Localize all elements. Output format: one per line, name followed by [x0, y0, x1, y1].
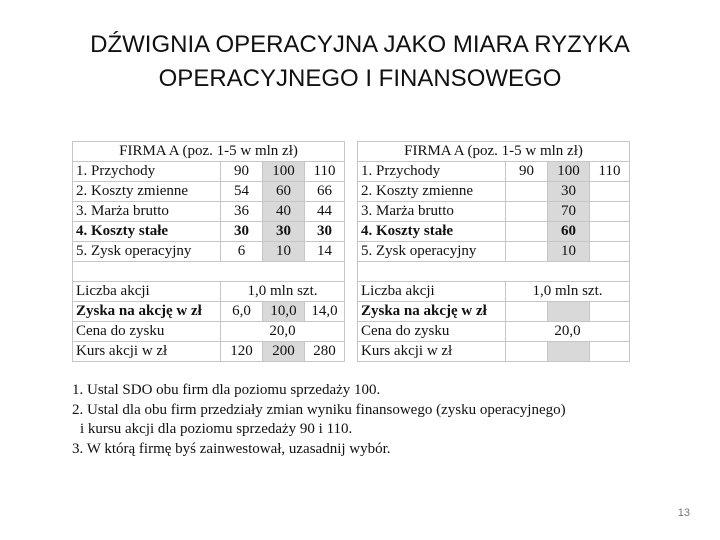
blank-row: [73, 262, 345, 282]
table-row: [358, 342, 630, 362]
row-label: 1. Przychody: [73, 162, 221, 182]
row-label: 2. Koszty zmienne: [73, 182, 221, 202]
cell-value: 36: [221, 202, 263, 222]
row-label: 5. Zysk operacyjny: [358, 242, 506, 262]
cell-value: 14: [305, 242, 345, 262]
table-row: [73, 302, 345, 322]
cell-value: 30: [263, 222, 305, 242]
title-line-2: OPERACYJNEGO I FINANSOWEGO: [158, 65, 562, 92]
shares-label: Liczba akcji: [358, 282, 506, 302]
cell-value: 70: [548, 202, 590, 222]
row-label: 2. Koszty zmienne: [358, 182, 506, 202]
cell-value: 110: [590, 162, 630, 182]
eps-label: Zyska na akcję w zł: [73, 302, 221, 322]
task-3: 3. W którą firmę byś zainwestował, uzasadnij wybór.: [72, 440, 391, 457]
title-line-1: DŹWIGNIA OPERACYJNA JAKO MIARA RYZYKA: [90, 31, 630, 58]
table-row: [73, 202, 345, 222]
cell-value: 30: [305, 222, 345, 242]
price-value: 120: [221, 342, 263, 362]
row-label: 4. Koszty stałe: [358, 222, 506, 242]
eps-value: 6,0: [221, 302, 263, 322]
cell-value: [590, 222, 630, 242]
page-number: 13: [677, 507, 690, 519]
table-row: [73, 242, 345, 262]
cell-value: 6: [221, 242, 263, 262]
cell-value: [506, 242, 548, 262]
cell-value: [506, 222, 548, 242]
eps-value-empty: [590, 302, 630, 322]
shares-value: 1,0 mln szt.: [221, 282, 345, 302]
price-value: 280: [305, 342, 345, 362]
eps-value: 10,0: [263, 302, 305, 322]
price-value-empty: [590, 342, 630, 362]
cell-value: 10: [263, 242, 305, 262]
row-label: 4. Koszty stałe: [73, 222, 221, 242]
table-row: [73, 182, 345, 202]
cell-value: [590, 202, 630, 222]
cell-value: 60: [548, 222, 590, 242]
price-label: Kurs akcji w zł: [358, 342, 506, 362]
blank-row: [358, 262, 630, 282]
cell-value: 44: [305, 202, 345, 222]
slide-title: [0, 28, 720, 96]
eps-value-empty: [548, 302, 590, 322]
pe-value: 20,0: [221, 322, 345, 342]
eps-value: 14,0: [305, 302, 345, 322]
row-label: 3. Marża brutto: [358, 202, 506, 222]
task-2-continuation: i kursu akcji dla poziomu sprzedaży 90 i 110.: [80, 421, 353, 437]
shares-label: Liczba akcji: [73, 282, 221, 302]
pe-label: Cena do zysku: [73, 322, 221, 342]
table-row: [358, 282, 630, 302]
cell-value: [590, 242, 630, 262]
task-1: 1. Ustal SDO obu firm dla poziomu sprzedaży 100.: [72, 382, 381, 398]
shares-value: 1,0 mln szt.: [506, 282, 630, 302]
table-row: [73, 222, 345, 242]
price-value-empty: [548, 342, 590, 362]
cell-value: 66: [305, 182, 345, 202]
task-2: 2. Ustal dla obu firm przedziały zmian wyniku finansowego (zysku operacyjnego): [72, 401, 566, 418]
table-a-header: FIRMA A (poz. 1-5 w mln zł): [73, 142, 345, 162]
cell-value: 54: [221, 182, 263, 202]
cell-value: 10: [548, 242, 590, 262]
cell-value: 100: [263, 162, 305, 182]
cell-value: 90: [221, 162, 263, 182]
cell-value: 40: [263, 202, 305, 222]
row-label: 5. Zysk operacyjny: [73, 242, 221, 262]
table-row: [358, 242, 630, 262]
pe-label: Cena do zysku: [358, 322, 506, 342]
price-label: Kurs akcji w zł: [73, 342, 221, 362]
cell-value: 110: [305, 162, 345, 182]
table-row: [73, 162, 345, 182]
pe-value: 20,0: [506, 322, 630, 342]
table-row: [358, 202, 630, 222]
cell-value: [506, 182, 548, 202]
table-row: [73, 342, 345, 362]
row-label: 1. Przychody: [358, 162, 506, 182]
cell-value: 30: [221, 222, 263, 242]
cell-value: 30: [548, 182, 590, 202]
cell-value: 100: [548, 162, 590, 182]
cell-value: 60: [263, 182, 305, 202]
table-row: [358, 322, 630, 342]
table-row: [358, 302, 630, 322]
table-row: [358, 182, 630, 202]
price-value-empty: [506, 342, 548, 362]
eps-label: Zyska na akcję w zł: [358, 302, 506, 322]
table-row: [73, 322, 345, 342]
firm-a-table: [72, 141, 345, 362]
cell-value: 90: [506, 162, 548, 182]
cell-value: [590, 182, 630, 202]
table-row: [358, 222, 630, 242]
task-list: [72, 381, 672, 459]
firm-b-table: [357, 141, 630, 362]
table-row: [358, 162, 630, 182]
cell-value: [506, 202, 548, 222]
row-label: 3. Marża brutto: [73, 202, 221, 222]
table-b-header: FIRMA A (poz. 1-5 w mln zł): [358, 142, 630, 162]
price-value: 200: [263, 342, 305, 362]
table-row: [73, 282, 345, 302]
eps-value-empty: [506, 302, 548, 322]
